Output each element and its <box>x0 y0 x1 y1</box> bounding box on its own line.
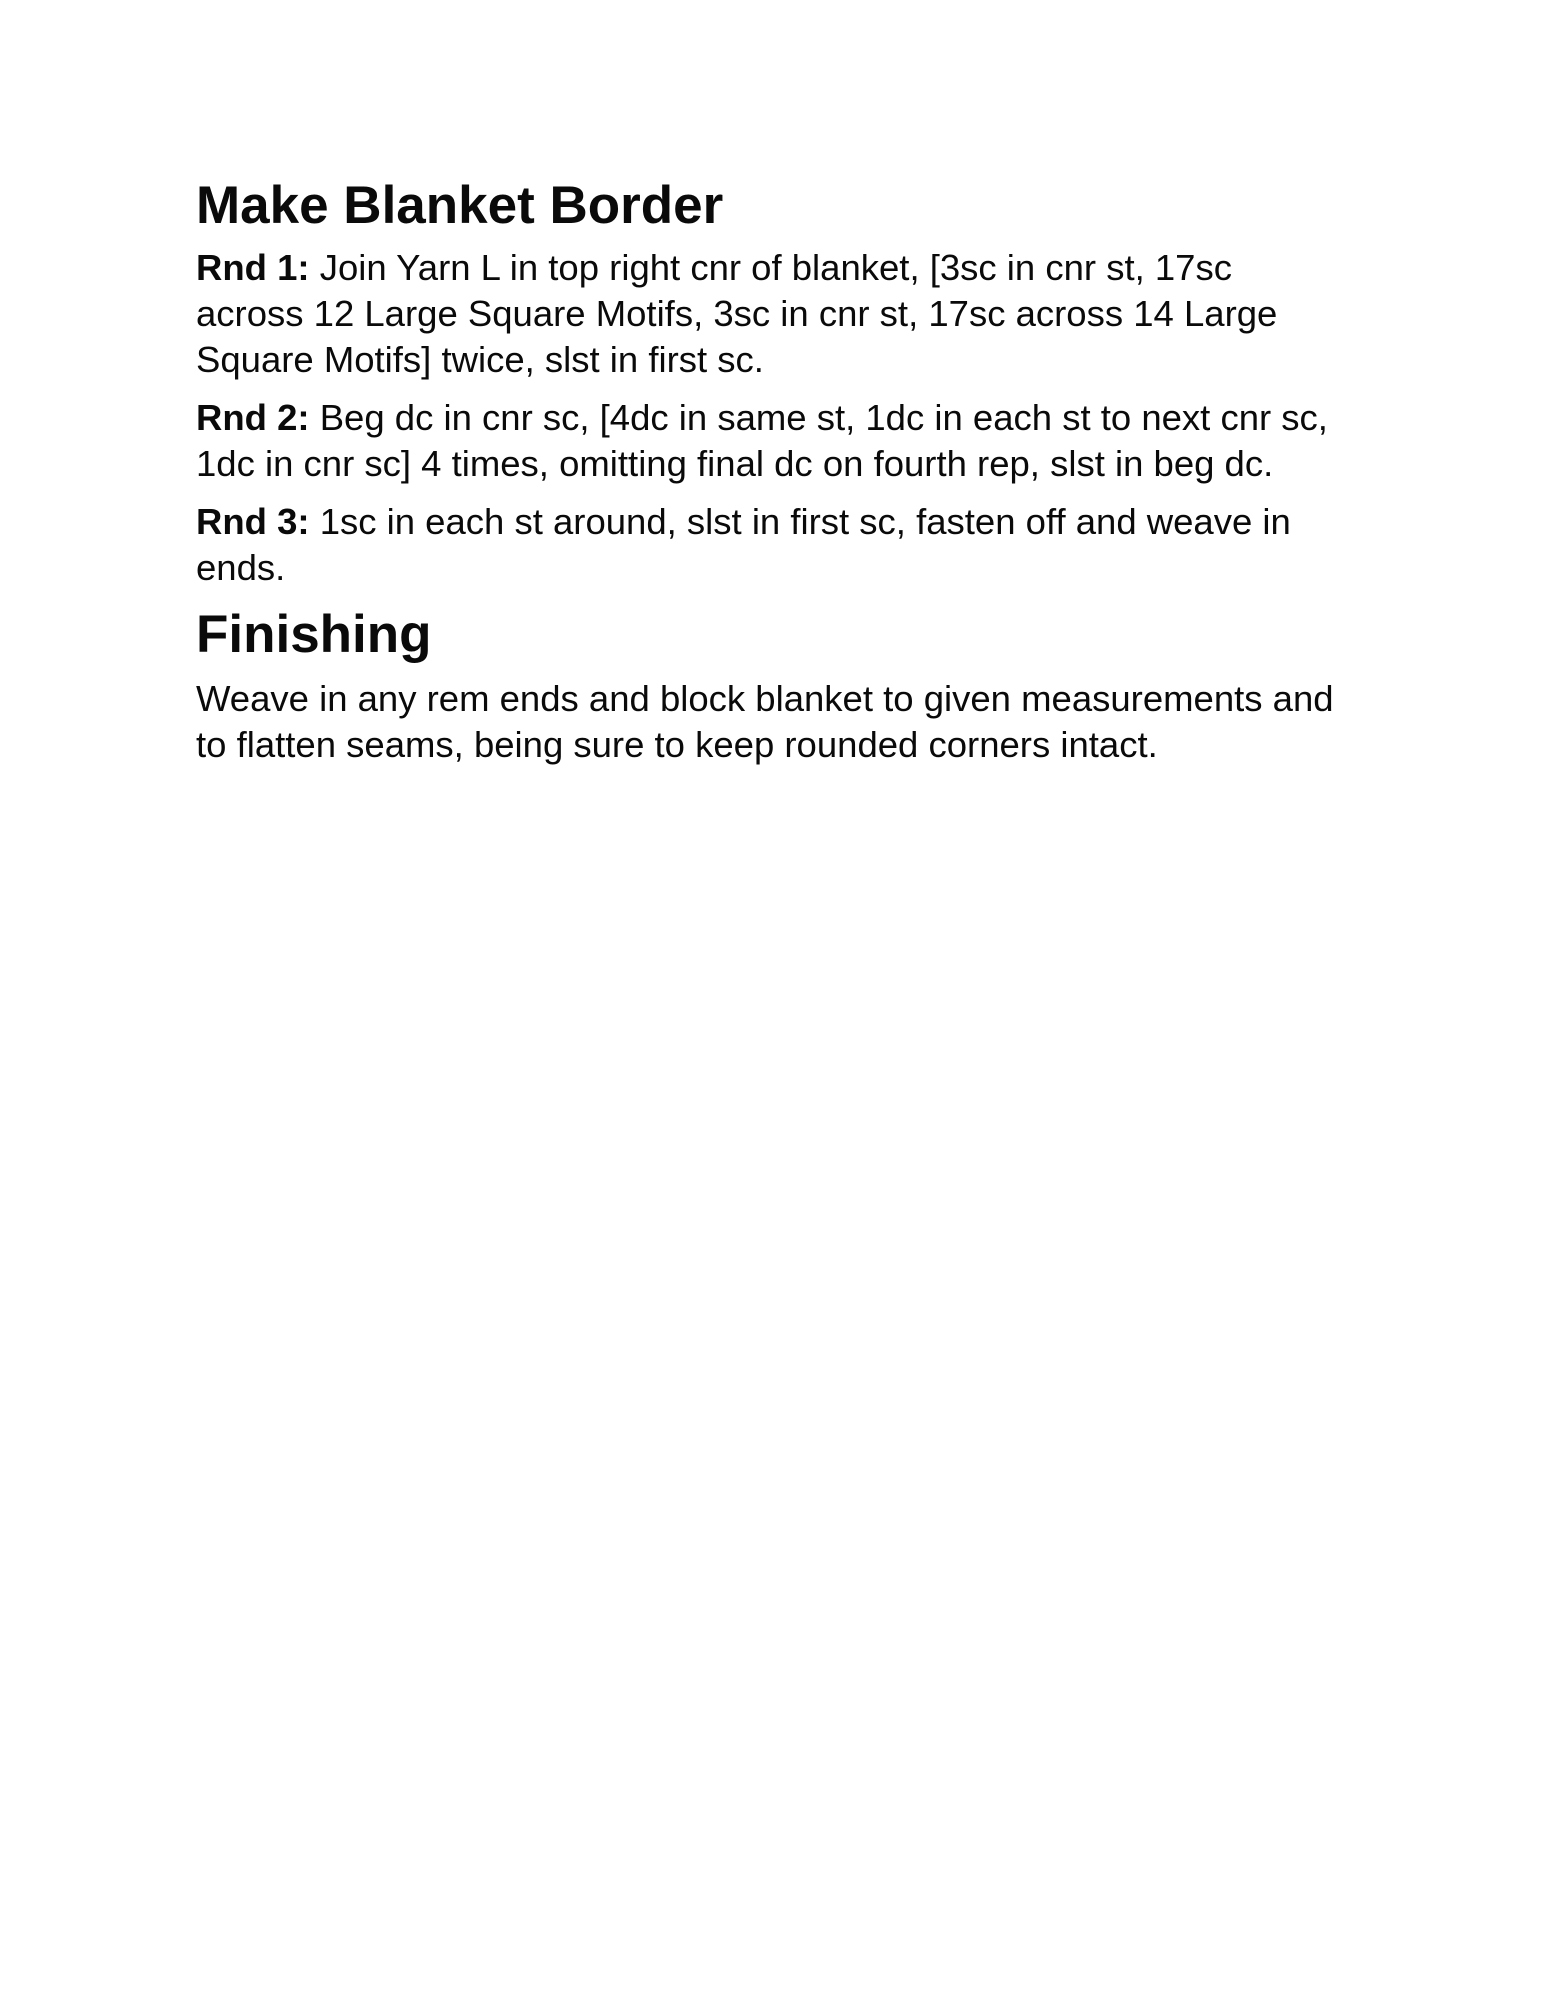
finishing-instruction: Weave in any rem ends and block blanket to given measurements and to flatten seams, being sure to keep rounded corners intact. <box>196 677 1334 765</box>
round-2-label: Rnd 2: <box>196 396 310 438</box>
round-3-text: 1sc in each st around, slst in first sc, fasten off and weave in ends. <box>196 500 1291 588</box>
section-heading-finishing: Finishing <box>196 604 432 664</box>
round-1-text: Join Yarn L in top right cnr of blanket, [3sc in cnr st, 17sc across 12 Large Square Motifs, 3sc in cnr st, 17sc across 14 Large Square Motifs] twice, slst in first sc. <box>196 246 1278 380</box>
round-3-label: Rnd 3: <box>196 500 310 542</box>
round-1-label: Rnd 1: <box>196 246 310 288</box>
document-page <box>196 176 1346 768</box>
round-3-instruction <box>196 499 1346 591</box>
round-1-instruction <box>196 245 1346 383</box>
section-heading-make-blanket-border: Make Blanket Border <box>196 176 724 235</box>
round-2-instruction <box>196 395 1346 487</box>
round-2-text: Beg dc in cnr sc, [4dc in same st, 1dc in each st to next cnr sc, 1dc in cnr sc] 4 times, omitting final dc on fourth rep, slst in beg dc. <box>196 396 1328 484</box>
